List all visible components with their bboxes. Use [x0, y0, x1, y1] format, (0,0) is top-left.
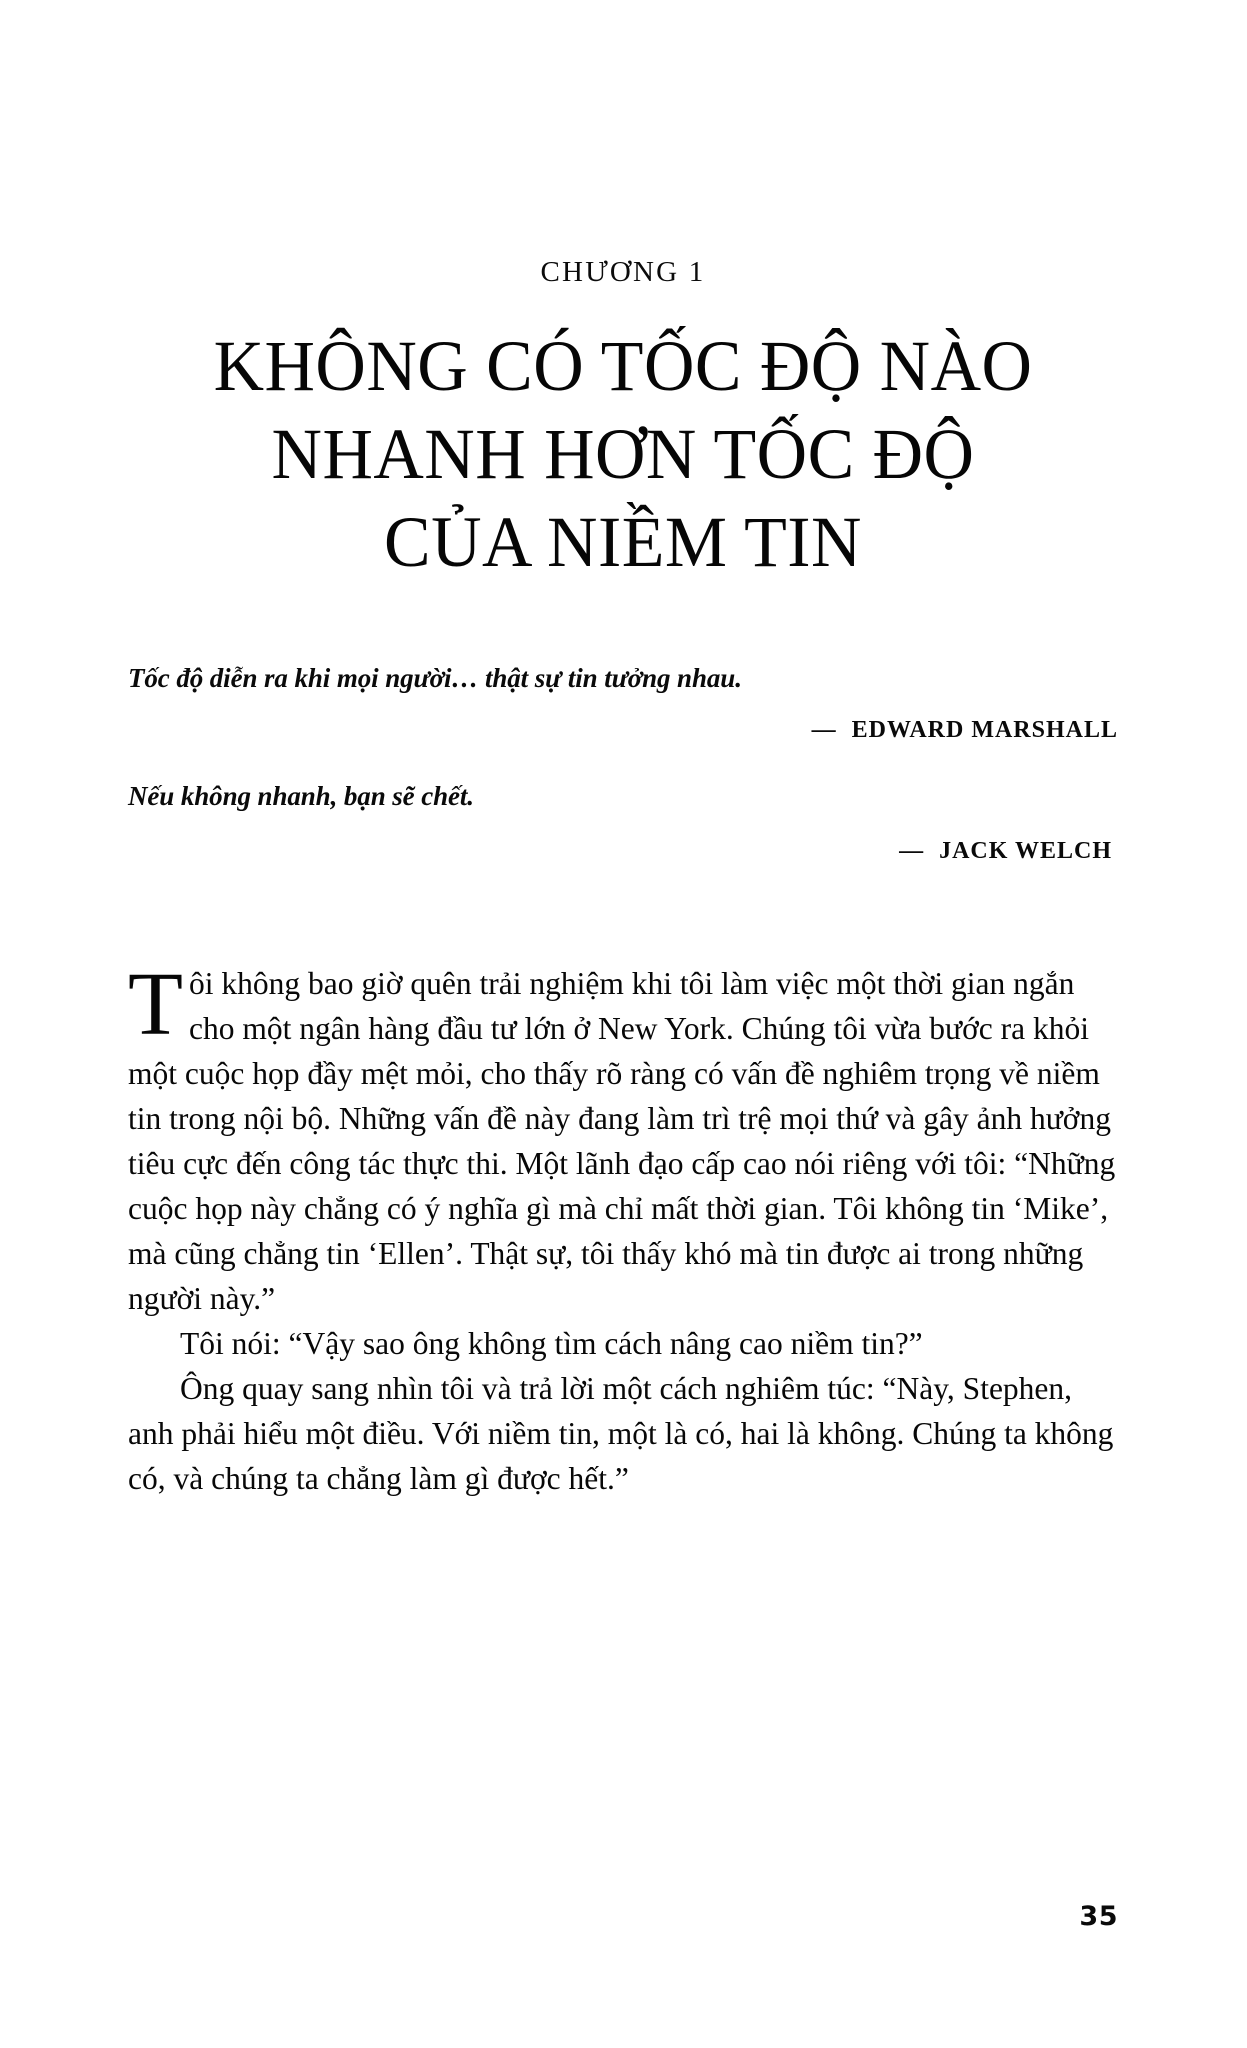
- page-content: [128, 0, 1118, 1501]
- epigraph-attribution-1: [128, 717, 1118, 744]
- chapter-title: [128, 323, 1118, 586]
- em-dash-icon: —: [811, 716, 836, 743]
- drop-cap: T: [128, 955, 183, 1055]
- paragraph-1-text: ôi không bao giờ quên trải nghiệm khi tôi làm việc một thời gian ngắn cho một ngân hàng đầu tư lớn ở New York. Chúng tôi vừa bước ra khỏi một cuộc họp đầy mệt mỏi, cho thấy rõ ràng có vấn đề nghiêm trọng về niềm tin trong nội bộ. Những vấn đề này đang làm trì trệ mọi thứ và gây ảnh hưởng tiêu cực đến công tác thực thi. Một lãnh đạo cấp cao nói riêng với tôi: “Những cuộc họp này chẳng có ý nghĩa gì mà chỉ mất thời gian. Tôi không tin ‘Mike’, mà cũng chẳng tin ‘Ellen’. Thật sự, tôi thấy khó mà tin được ai trong những người này.”: [128, 966, 1116, 1317]
- paragraph-2: Tôi nói: “Vậy sao ông không tìm cách nâng cao niềm tin?”: [180, 1326, 923, 1362]
- epigraph-quote-1: Tốc độ diễn ra khi mọi người… thật sự tin tưởng nhau.: [128, 663, 742, 694]
- page-number: 35: [1079, 1901, 1118, 1932]
- body-text: [128, 955, 1118, 1501]
- epigraph-quote-2: Nếu không nhanh, bạn sẽ chết.: [128, 780, 474, 811]
- epigraph-block: [128, 660, 1118, 865]
- epigraph-author-2: JACK WELCH: [939, 838, 1112, 865]
- em-dash-icon: —: [899, 838, 924, 865]
- chapter-title-line-3: CỦA NIỀM TIN: [384, 501, 862, 582]
- chapter-label: CHƯƠNG 1: [540, 256, 706, 288]
- chapter-title-line-2: NHANH HƠN TỐC ĐỘ: [271, 413, 975, 494]
- epigraph-author-1: EDWARD MARSHALL: [851, 716, 1118, 743]
- epigraph-attribution-2: [128, 838, 1118, 865]
- chapter-title-line-1: KHÔNG CÓ TỐC ĐỘ NÀO: [213, 326, 1033, 406]
- paragraph-1: [128, 955, 1118, 1321]
- paragraph-3: Ông quay sang nhìn tôi và trả lời một cách nghiêm túc: “Này, Stephen, anh phải hiểu một điều. Với niềm tin, một là có, hai là không. Chúng ta không có, và chúng ta chẳng làm gì được hết.”: [128, 1371, 1114, 1497]
